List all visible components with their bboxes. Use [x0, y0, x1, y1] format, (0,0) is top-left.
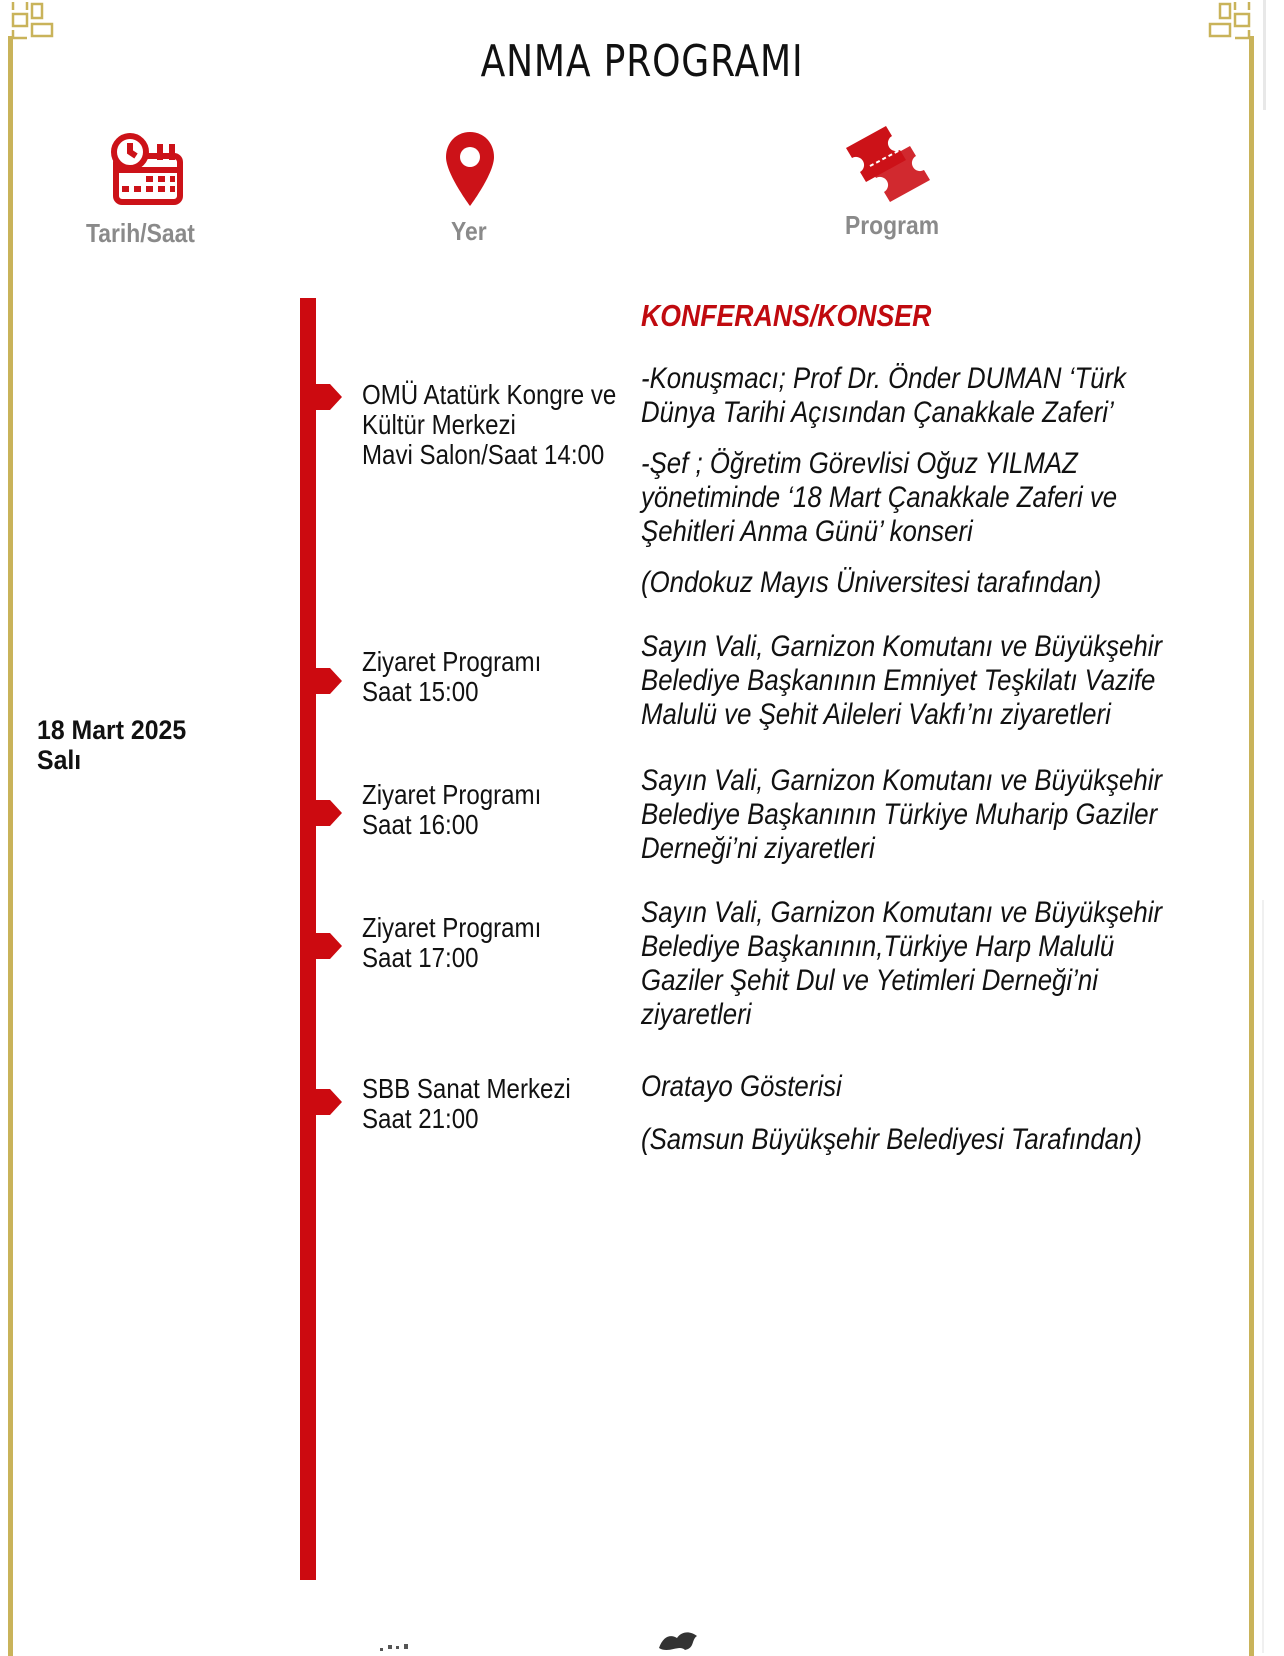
- location-line: Kültür Merkezi: [362, 409, 516, 440]
- decorative-mark: [655, 1628, 701, 1653]
- edge-line: [1263, 0, 1266, 110]
- location-line: Saat 21:00: [362, 1103, 479, 1134]
- location-line: SBB Sanat Merkezi: [362, 1073, 571, 1104]
- edge-line: [1262, 900, 1264, 1653]
- event-location: [362, 647, 541, 707]
- program-text: [641, 362, 1191, 430]
- location-line: Ziyaret Programı: [362, 779, 542, 810]
- program-text: [641, 1123, 1191, 1157]
- program-line: (Ondokuz Mayıs Üniversitesi tarafından): [641, 566, 1102, 599]
- event-location: [362, 1074, 571, 1134]
- program-text: [641, 764, 1191, 866]
- corner-ornament: [10, 0, 56, 40]
- location-line: Saat 16:00: [362, 809, 479, 840]
- event-location: [362, 380, 616, 470]
- map-pin-icon: [444, 130, 496, 208]
- program-text: [641, 1070, 1191, 1104]
- event-location: [362, 780, 541, 840]
- calendar-clock-icon: [108, 130, 186, 206]
- date-time-label: Tarih/Saat: [86, 218, 195, 248]
- location-line: OMÜ Atatürk Kongre ve: [362, 379, 617, 410]
- program-line: Sayın Vali, Garnizon Komutanı ve Büyükşehir Belediye Başkanının,Türkiye Harp Malulü Gaziler Şehit Dul ve Yetimleri Derneği’ni ziyaretleri: [641, 896, 1163, 1031]
- corner-ornament: [1206, 0, 1252, 40]
- program-text: [641, 566, 1191, 600]
- timeline-marker: [308, 668, 342, 694]
- location-line: Saat 15:00: [362, 676, 479, 707]
- program-text: [641, 447, 1191, 549]
- page-title: ANMA PROGRAMI: [480, 36, 804, 87]
- day-line: Salı: [37, 745, 82, 775]
- program-line: Sayın Vali, Garnizon Komutanı ve Büyükşehir Belediye Başkanının Emniyet Teşkilatı Vazife Malulü ve Şehit Aileleri Vakfı’nı ziyaretleri: [641, 630, 1163, 731]
- location-line: Ziyaret Programı: [362, 646, 542, 677]
- program-line: (Samsun Büyükşehir Belediyesi Tarafından): [641, 1123, 1142, 1156]
- program-line: Sayın Vali, Garnizon Komutanı ve Büyükşehir Belediye Başkanının Türkiye Muharip Gaziler Derneği’ni ziyaretleri: [641, 764, 1163, 865]
- timeline-marker: [308, 800, 342, 826]
- timeline-marker: [308, 1089, 342, 1115]
- decorative-mark: [378, 1640, 412, 1653]
- place-label: Yer: [451, 216, 487, 246]
- location-line: Ziyaret Programı: [362, 912, 542, 943]
- event-date: [37, 715, 186, 775]
- program-text: [641, 896, 1191, 1032]
- location-line: Saat 17:00: [362, 942, 479, 973]
- program-line: Oratayo Gösterisi: [641, 1070, 842, 1103]
- program-line: -Konuşmacı; Prof Dr. Önder DUMAN ‘Türk Dünya Tarihi Açısından Çanakkale Zaferi’: [641, 362, 1127, 429]
- date-line: 18 Mart 2025: [37, 715, 187, 745]
- ticket-icon: [840, 122, 932, 202]
- location-line: Mavi Salon/Saat 14:00: [362, 439, 605, 470]
- timeline-marker: [308, 384, 342, 410]
- section-title: KONFERANS/KONSER: [641, 298, 932, 333]
- program-label: Program: [845, 210, 940, 240]
- program-line: -Şef ; Öğretim Görevlisi Oğuz YILMAZ yönetiminde ‘18 Mart Çanakkale Zaferi ve Şehitleri Anma Günü’ konseri: [641, 447, 1118, 548]
- program-text: [641, 630, 1191, 732]
- event-location: [362, 913, 541, 973]
- timeline-marker: [308, 933, 342, 959]
